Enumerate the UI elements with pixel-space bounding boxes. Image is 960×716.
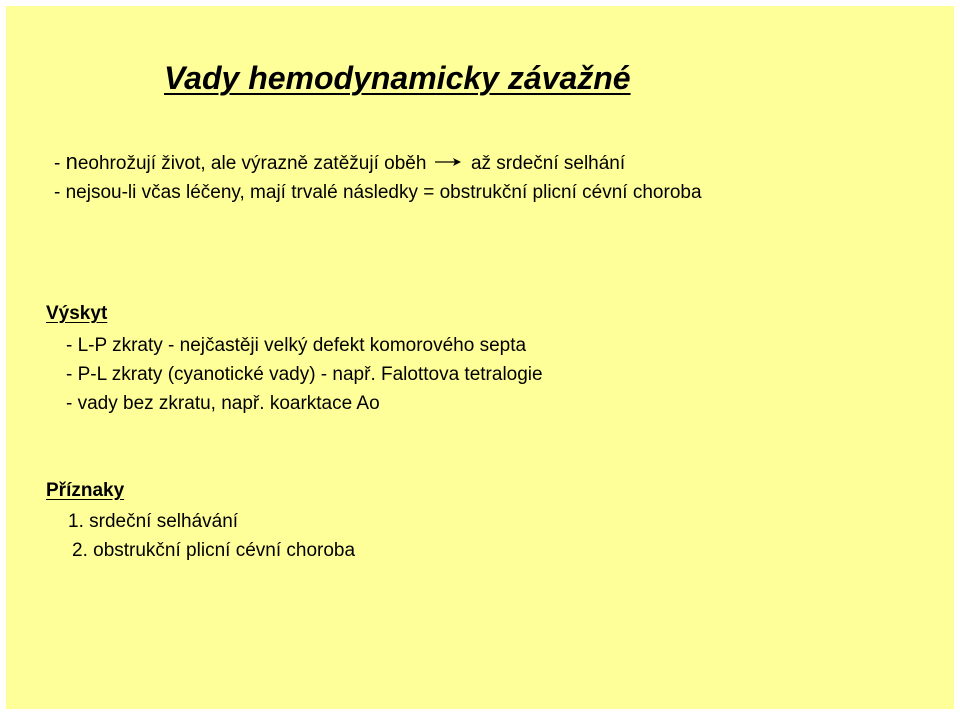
slide-title: Vady hemodynamicky závažné bbox=[164, 60, 631, 96]
intro-line-1-text: eohrožují život, ale výrazně zatěžují oběh bbox=[77, 153, 427, 174]
intro-line-2: - nejsou-li včas léčeny, mají trvalé následky = obstrukční plicní cévní choroba bbox=[54, 182, 702, 203]
intro-line-1-result: až srdeční selhání bbox=[470, 153, 626, 174]
priznaky-item-1: 1. srdeční selhávání bbox=[68, 511, 239, 532]
slide bbox=[6, 6, 954, 709]
priznaky-item-2: 2. obstrukční plicní cévní choroba bbox=[72, 540, 356, 561]
intro-line-1 bbox=[54, 149, 625, 175]
intro-line-1-first-letter: n bbox=[65, 149, 78, 174]
intro-line-1-dash: - bbox=[54, 153, 66, 174]
vyskyt-heading: Výskyt bbox=[46, 303, 108, 324]
vyskyt-item-3: - vady bez zkratu, např. koarktace Ao bbox=[66, 393, 380, 414]
vyskyt-item-1: - L-P zkraty - nejčastěji velký defekt komorového septa bbox=[66, 335, 527, 356]
right-arrow-icon bbox=[434, 156, 462, 168]
priznaky-heading: Příznaky bbox=[46, 480, 125, 501]
vyskyt-item-2: - P-L zkraty (cyanotické vady) - např. Falottova tetralogie bbox=[66, 364, 543, 385]
